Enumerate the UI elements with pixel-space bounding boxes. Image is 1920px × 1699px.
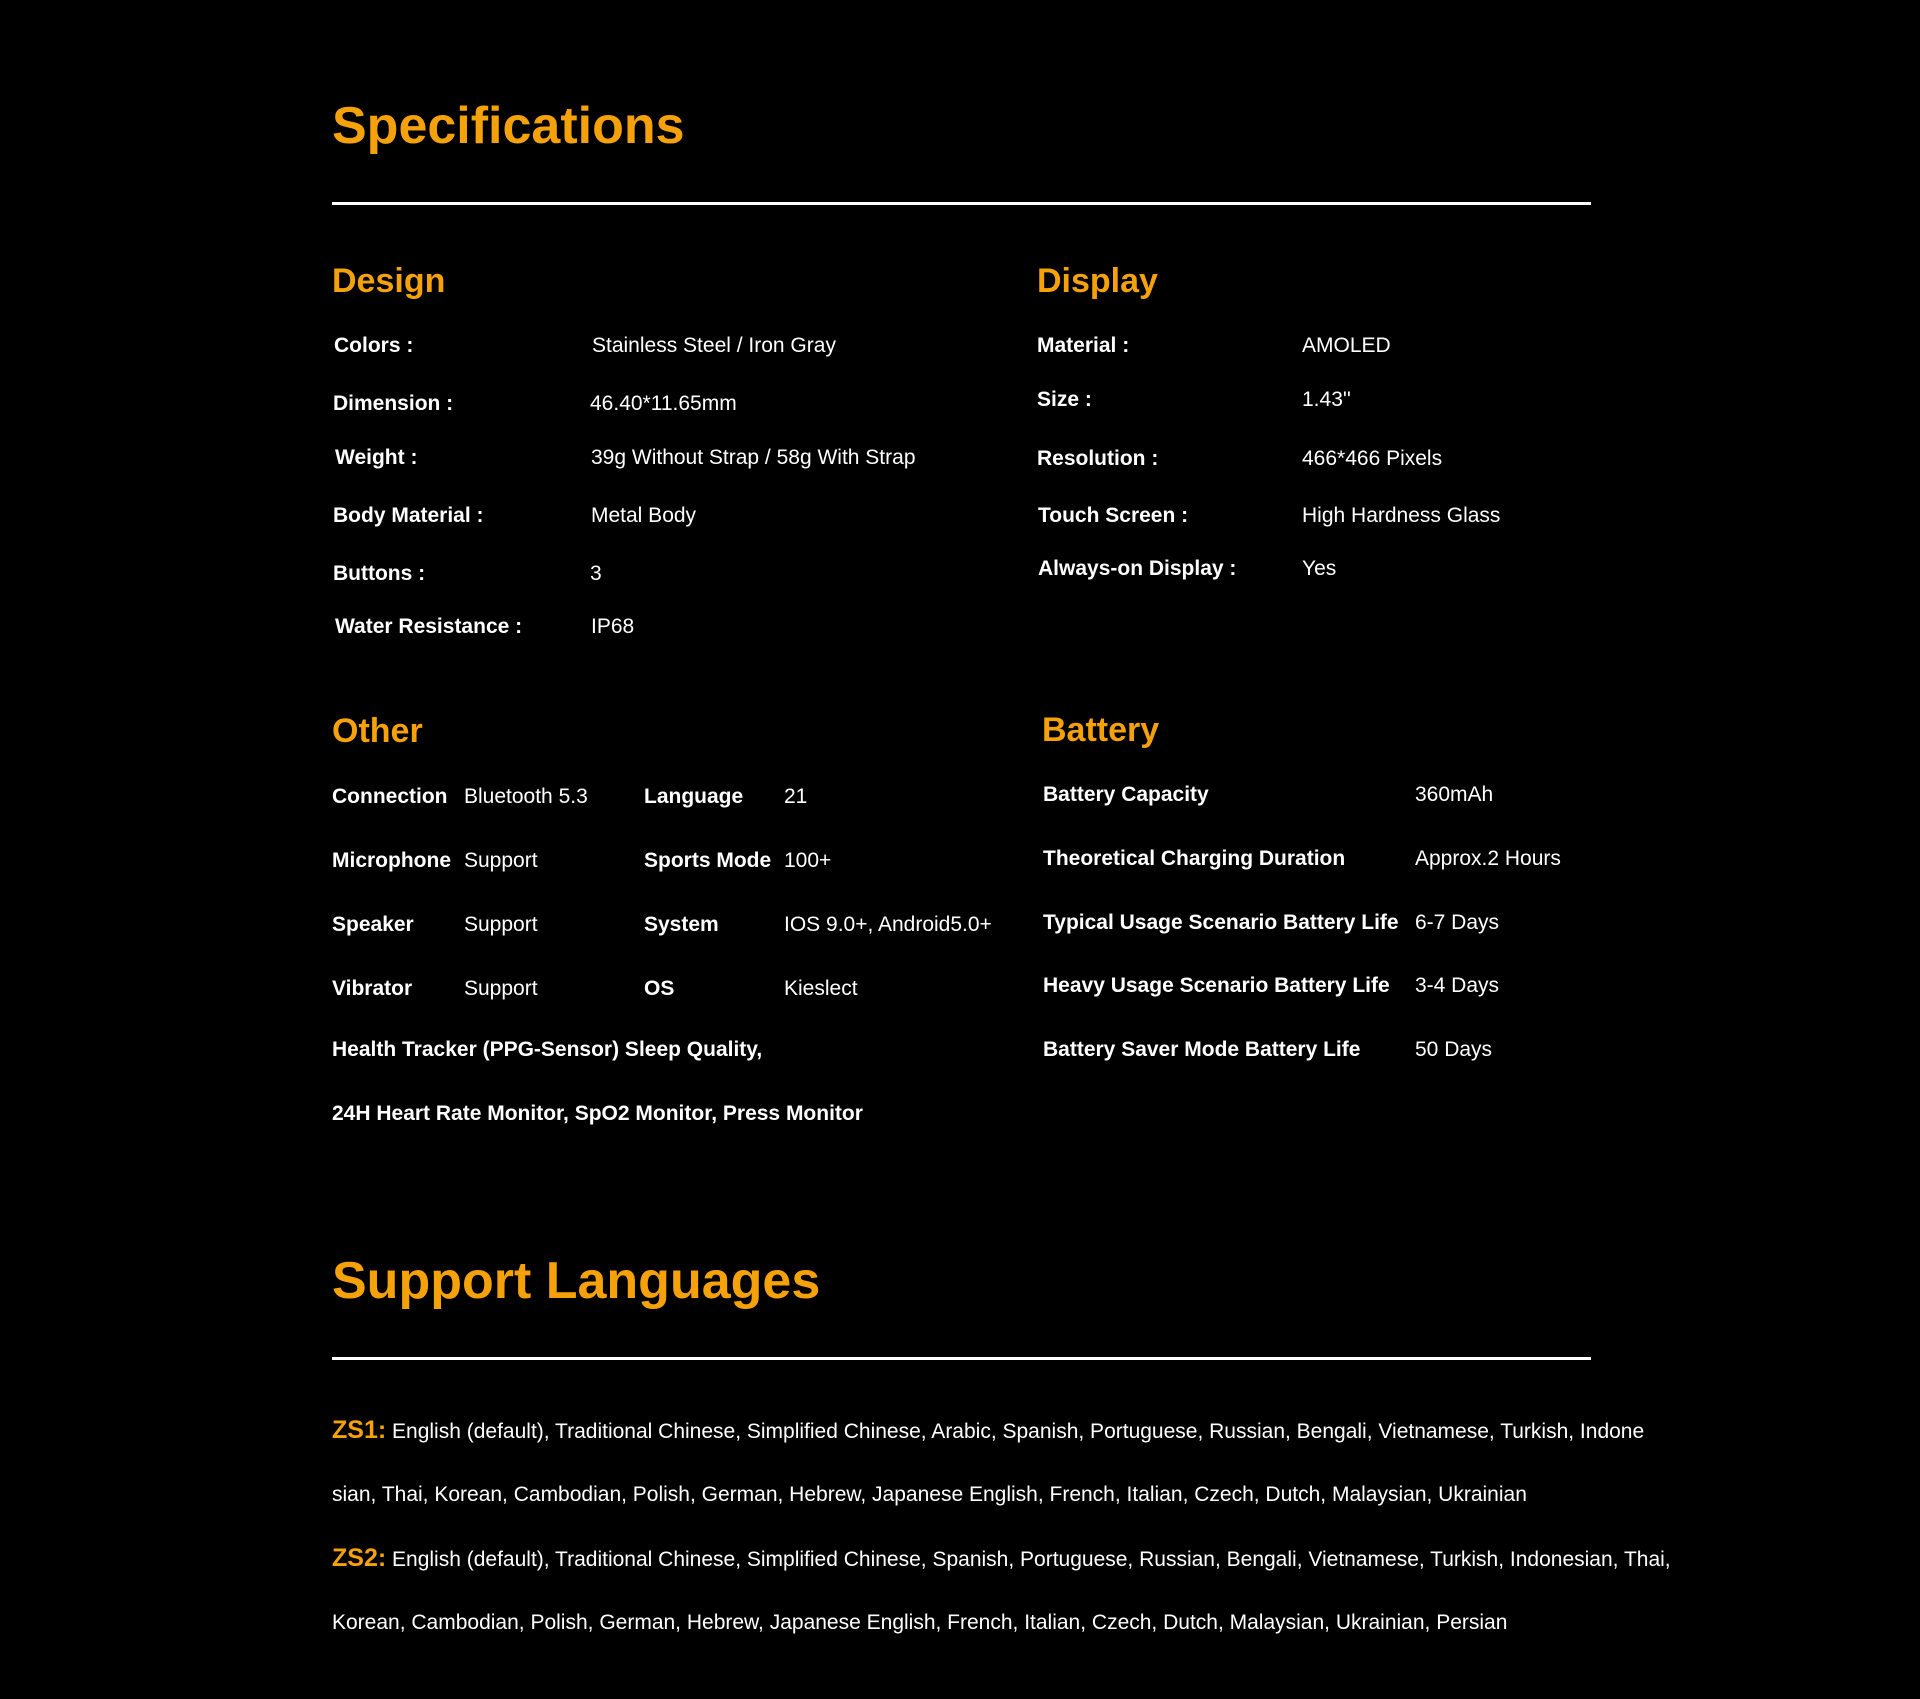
battery-charging-duration-label: Theoretical Charging Duration (1043, 847, 1346, 870)
battery-typical-usage-label: Typical Usage Scenario Battery Life (1043, 911, 1399, 934)
design-buttons-value: 3 (590, 562, 602, 585)
zs2-line-1 (332, 1546, 1671, 1571)
display-size-value: 1.43'' (1302, 388, 1351, 411)
battery-charging-duration-value: Approx.2 Hours (1415, 847, 1561, 870)
design-heading: Design (332, 262, 446, 300)
design-dimension-label: Dimension : (333, 392, 454, 415)
other-os-label: OS (644, 977, 675, 1000)
design-water-resistance-value: IP68 (591, 615, 635, 638)
other-vibrator-label: Vibrator (332, 977, 413, 1000)
other-language-value: 21 (784, 785, 808, 808)
other-connection-value: Bluetooth 5.3 (464, 785, 588, 808)
design-body-material-label: Body Material : (333, 504, 484, 527)
other-health-tracker-line-2: 24H Heart Rate Monitor, SpO2 Monitor, Press Monitor (332, 1102, 863, 1125)
zs1-key: ZS1: (332, 1416, 387, 1444)
battery-heading: Battery (1042, 711, 1160, 749)
display-size-label: Size : (1037, 388, 1092, 411)
zs1-line-1 (332, 1418, 1644, 1443)
specifications-title: Specifications (332, 97, 685, 155)
specifications-divider (332, 202, 1591, 205)
other-speaker-value: Support (464, 913, 538, 936)
other-sports-mode-value: 100+ (784, 849, 832, 872)
other-sports-mode-label: Sports Mode (644, 849, 772, 872)
zs1-text-part-1: English (default), Traditional Chinese, Simplified Chinese, Arabic, Spanish, Portuguese, Russian, Bengali, Vietnamese, Turkish, Indone (386, 1420, 1645, 1443)
other-health-tracker-line-1: Health Tracker (PPG-Sensor) Sleep Quality, (332, 1038, 763, 1061)
battery-capacity-label: Battery Capacity (1043, 783, 1209, 806)
other-vibrator-value: Support (464, 977, 538, 1000)
display-resolution-value: 466*466 Pixels (1302, 447, 1443, 470)
zs2-text-part-1: English (default), Traditional Chinese, Simplified Chinese, Spanish, Portuguese, Russian, Bengali, Vietnamese, Turkish, Indonesian, Thai, (386, 1548, 1671, 1571)
other-language-label: Language (644, 785, 744, 808)
battery-saver-mode-value: 50 Days (1415, 1038, 1493, 1061)
other-connection-label: Connection (332, 785, 448, 808)
other-system-value: IOS 9.0+, Android5.0+ (784, 913, 992, 936)
other-heading: Other (332, 712, 423, 750)
design-body-material-value: Metal Body (591, 504, 697, 527)
display-touch-screen-value: High Hardness Glass (1302, 504, 1501, 527)
design-buttons-label: Buttons : (333, 562, 426, 585)
design-water-resistance-label: Water Resistance : (335, 615, 523, 638)
other-system-label: System (644, 913, 719, 936)
support-languages-title: Support Languages (332, 1252, 821, 1310)
other-microphone-value: Support (464, 849, 538, 872)
battery-typical-usage-value: 6-7 Days (1415, 911, 1500, 934)
display-material-value: AMOLED (1302, 334, 1391, 357)
zs1-line-2: sian, Thai, Korean, Cambodian, Polish, German, Hebrew, Japanese English, French, Italian, Czech, Dutch, Malaysian, Ukrainian (332, 1483, 1527, 1506)
battery-capacity-value: 360mAh (1415, 783, 1494, 806)
display-always-on-label: Always-on Display : (1038, 557, 1237, 580)
design-colors-value: Stainless Steel / Iron Gray (592, 334, 836, 357)
display-always-on-value: Yes (1302, 557, 1337, 580)
design-dimension-value: 46.40*11.65mm (590, 392, 737, 415)
zs2-key: ZS2: (332, 1544, 387, 1572)
support-languages-divider (332, 1357, 1591, 1360)
battery-saver-mode-label: Battery Saver Mode Battery Life (1043, 1038, 1361, 1061)
other-microphone-label: Microphone (332, 849, 451, 872)
other-os-value: Kieslect (784, 977, 858, 1000)
other-speaker-label: Speaker (332, 913, 414, 936)
design-weight-label: Weight : (335, 446, 418, 469)
zs2-line-2: Korean, Cambodian, Polish, German, Hebrew, Japanese English, French, Italian, Czech, Dutch, Malaysian, Ukrainian, Persian (332, 1611, 1508, 1634)
design-colors-label: Colors : (334, 334, 414, 357)
battery-heavy-usage-label: Heavy Usage Scenario Battery Life (1043, 974, 1390, 997)
battery-heavy-usage-value: 3-4 Days (1415, 974, 1500, 997)
display-heading: Display (1037, 262, 1158, 300)
display-resolution-label: Resolution : (1037, 447, 1159, 470)
display-material-label: Material : (1037, 334, 1130, 357)
design-weight-value: 39g Without Strap / 58g With Strap (591, 446, 916, 469)
display-touch-screen-label: Touch Screen : (1038, 504, 1189, 527)
